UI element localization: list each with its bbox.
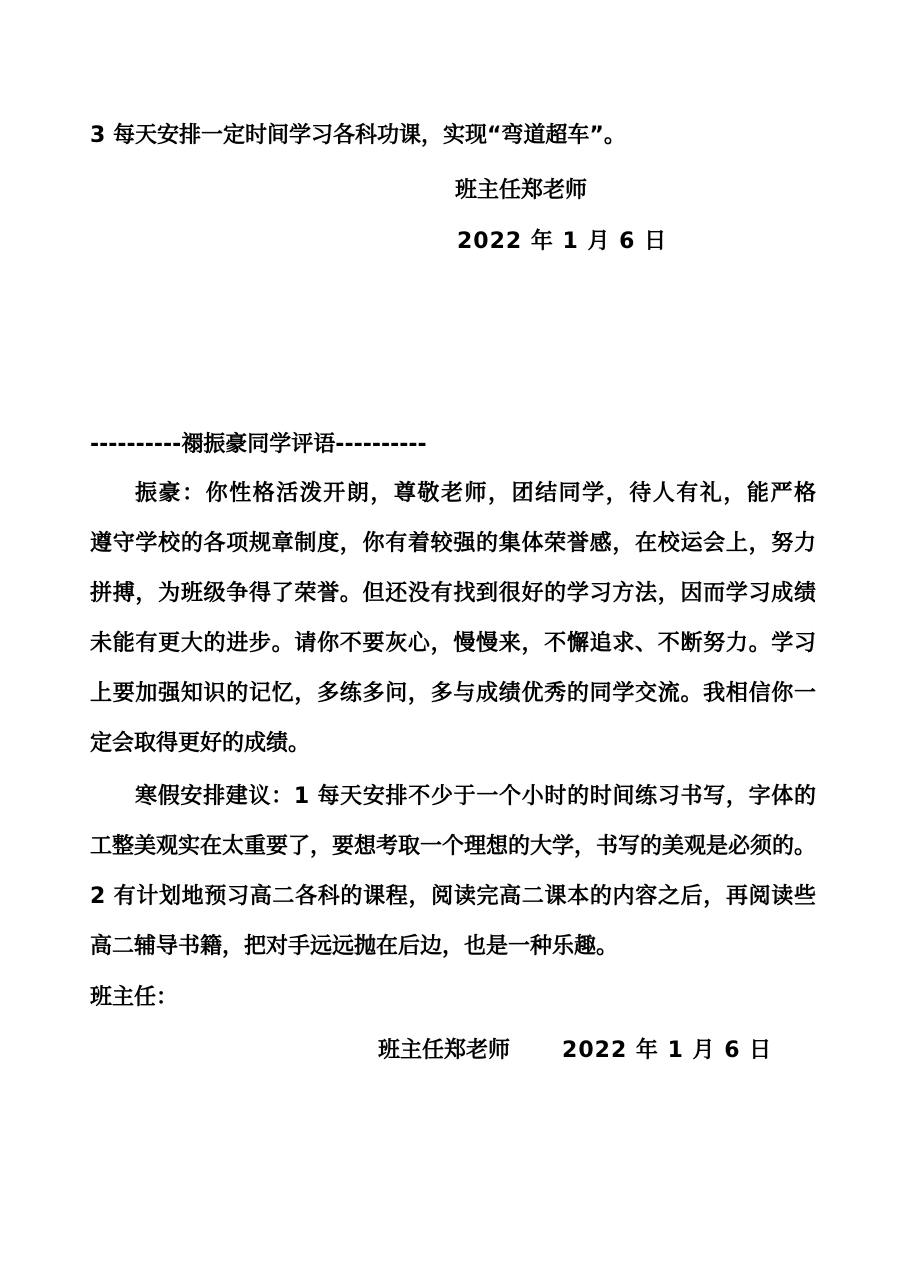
closing-date: 2022 年 1 月 6 日 [562,1038,773,1063]
signature-date: 2022 年 1 月 6 日 [457,229,668,254]
advice-item-3: 3 每天安排一定时间学习各科功课，实现“弯道超车”。 [90,123,626,148]
comment-line: 未能有更大的进步。请你不要灰心，慢慢来，不懈追求、不断努力。学习 [90,631,816,656]
holiday-advice-line: 高二辅导书籍，把对手远远抛在后边，也是一种乐趣。 [90,934,619,959]
holiday-advice-line: 工整美观实在太重要了，要想考取一个理想的大学，书写的美观是必须的。 [90,834,817,859]
comment-line: 定会取得更好的成绩。 [90,731,311,756]
teacher-signature: 班主任郑老师 [455,178,588,203]
homeroom-teacher-label: 班主任： [90,985,179,1010]
comment-line: 遵守学校的各项规章制度，你有着较强的集体荣誉感，在校运会上，努力 [90,531,816,556]
student-comment-separator: ----------禤振豪同学评语---------- [90,432,427,457]
holiday-advice-line: 寒假安排建议：1 每天安排不少于一个小时的时间练习书写，字体的 [135,784,816,809]
comment-line: 拼搏，为班级争得了荣誉。但还没有找到很好的学习方法，因而学习成绩 [90,581,816,606]
comment-line: 上要加强知识的记忆，多练多问，多与成绩优秀的同学交流。我相信你一 [90,681,816,706]
closing-teacher-signature: 班主任郑老师 [378,1038,511,1063]
closing-signature-row [378,1037,772,1064]
comment-line: 振豪：你性格活泼开朗，尊敬老师，团结同学，待人有礼，能严格 [135,481,816,506]
holiday-advice-line: 2 有计划地预习高二各科的课程，阅读完高二课本的内容之后，再阅读些 [90,884,816,909]
